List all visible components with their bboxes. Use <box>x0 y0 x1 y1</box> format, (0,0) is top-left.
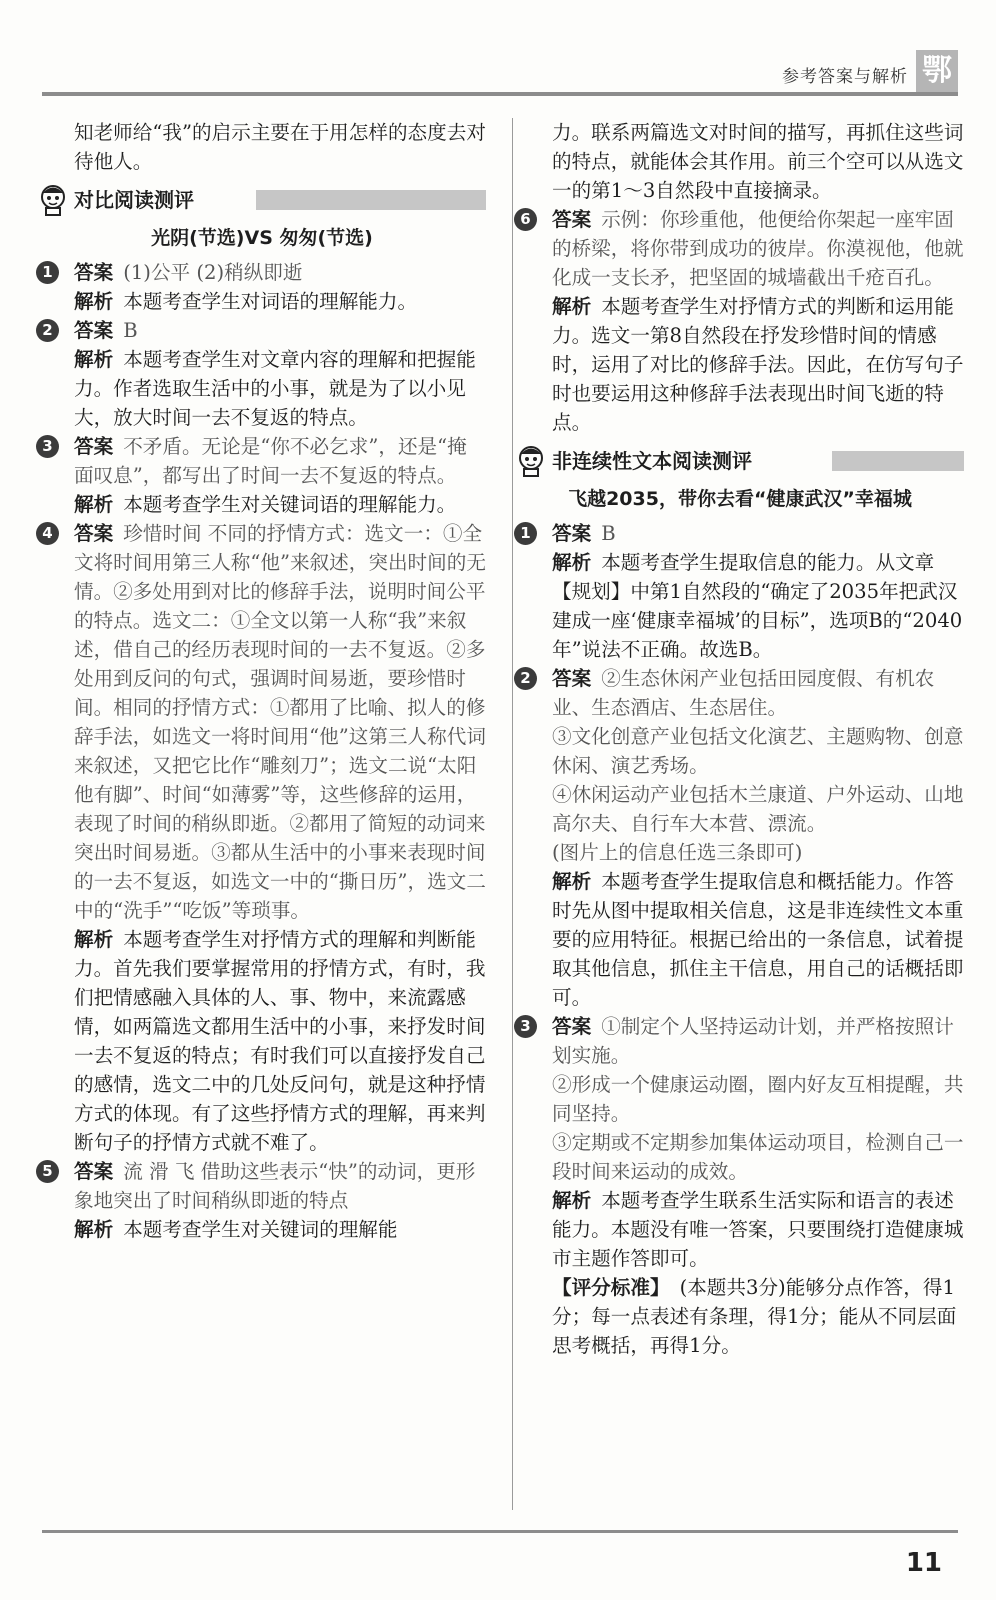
column-divider <box>512 118 513 1510</box>
answer-item <box>520 205 964 437</box>
section-bar <box>256 190 486 210</box>
analysis-text: 本题考查学生提取信息和概括能力。作答时先从图中提取相关信息，这是非连续性文本重要的应用特征。根据已给出的一条信息，试着提取其他信息，抓住主干信息，用自己的话概括即可。 <box>552 870 964 1009</box>
analysis-label: 解析 <box>552 870 592 893</box>
analysis-text: 本题考查学生对文章内容的理解和把握能力。作者选取生活中的小事，就是为了以小见大，放大时间一去不复返的特点。 <box>74 348 476 429</box>
right-column <box>520 118 964 1360</box>
analysis-text: 本题考查学生对词语的理解能力。 <box>123 290 418 313</box>
header-rule <box>42 92 958 96</box>
section-heading-compare <box>38 182 486 220</box>
analysis-label: 解析 <box>74 928 114 951</box>
answer-label: 答案 <box>552 667 592 690</box>
answer-label: 答案 <box>552 1015 592 1038</box>
answer-label: 答案 <box>74 319 114 342</box>
section-bar <box>832 451 964 471</box>
answer-text: ①制定个人坚持运动计划，并严格按照计划实施。 <box>552 1015 954 1067</box>
item-number: 1 <box>36 261 59 284</box>
passage-title: 飞越2035，带你去看“健康武汉”幸福城 <box>568 488 912 510</box>
analysis-label: 解析 <box>552 551 592 574</box>
answer-note: (图片上的信息任选三条即可) <box>552 841 803 864</box>
answer-item <box>42 258 486 316</box>
answer-label: 答案 <box>74 1160 114 1183</box>
province-badge: 鄂 <box>916 50 958 92</box>
analysis-text: 本题考查学生对抒情方式的判断和运用能力。选文一第8自然段在抒发珍惜时间的情感时，运用了对比的修辞手法。因此，在仿写句子时也要运用这种修辞手法表现出时间飞逝的特点。 <box>552 295 964 434</box>
section-title: 非连续性文本阅读测评 <box>552 449 752 473</box>
answer-text: 流 滑 飞 借助这些表示“快”的动词，更形象地突出了时间稍纵即逝的特点 <box>74 1160 476 1212</box>
analysis-label: 解析 <box>552 295 592 318</box>
answer-text: 不矛盾。无论是“你不必乞求”，还是“掩面叹息”，都写出了时间一去不复返的特点。 <box>74 435 467 487</box>
analysis-label: 解析 <box>74 1218 114 1241</box>
item-number: 1 <box>514 522 537 545</box>
answer-text: B <box>123 319 138 342</box>
analysis-label: 解析 <box>74 493 114 516</box>
analysis-text: 本题考查学生对抒情方式的理解和判断能力。首先我们要掌握常用的抒情方式，有时，我们把情感融入具体的人、事、物中，来流露感情，如两篇选文都用生活中的小事，来抒发时间一去不复返的特点；有时我们可以直接抒发自己的感情，选文二中的几处反问句，就是这种抒情方式的体现。有了这些抒情方式的理解，再来判断句子的抒情方式就不难了。 <box>74 928 486 1154</box>
answer-line: ③定期或不定期参加集体运动项目，检测自己一段时间来运动的成效。 <box>552 1131 964 1183</box>
continued-text: 力。联系两篇选文对时间的描写，再抓住这些词的特点，就能体会其作用。前三个空可以从选文一的第1～3自然段中直接摘录。 <box>552 121 964 202</box>
footer-rule <box>42 1530 958 1533</box>
answer-label: 答案 <box>552 208 592 231</box>
scoring-label: 【评分标准】 <box>552 1276 670 1299</box>
section-title: 对比阅读测评 <box>74 188 194 212</box>
answer-label: 答案 <box>74 435 114 458</box>
item-number: 6 <box>514 208 537 231</box>
answer-text: 珍惜时间 不同的抒情方式：选文一：①全文将时间用第三人称“他”来叙述，突出时间的无情。②多处用到对比的修辞手法，说明时间公平的特点。选文二：①全文以第一人称“我”来叙述，借自己的经历表现时间的一去不复返。②多处用到反问的句式，强调时间易逝，要珍惜时间。相同的抒情方式：①都用了比喻、拟人的修辞手法，如选文一将时间用“他”这第三人称代词来叙述，又把它比作“雕刻刀”；选文二说“太阳他有脚”、时间“如薄雾”等，这些修辞的运用，表现了时间的稍纵即逝。②都用了简短的动词来突出时间易逝。③都从生活中的小事来表现时间的一去不复返，如选文一中的“撕日历”，选文二中的“洗手”“吃饭”等琐事。 <box>74 522 486 922</box>
analysis-text: 本题考查学生对关键词的理解能 <box>123 1218 398 1241</box>
passage-title: 光阴(节选)VS 匆匆(节选) <box>151 227 373 249</box>
page-number: 11 <box>905 1548 942 1578</box>
mascot-icon <box>516 445 546 477</box>
item-number: 4 <box>36 522 59 545</box>
answer-text: (1)公平 (2)稍纵即逝 <box>123 261 303 284</box>
answer-line: ②形成一个健康运动圈，圈内好友互相提醒，共同坚持。 <box>552 1073 964 1125</box>
analysis-label: 解析 <box>74 290 114 313</box>
left-column <box>42 118 486 1244</box>
answer-label: 答案 <box>552 522 592 545</box>
running-title: 参考答案与解析 <box>782 67 908 87</box>
scoring-text: (本题共3分)能够分点作答，得1分；每一点表述有条理，得1分；能从不同层面思考概括，再得1分。 <box>552 1276 957 1357</box>
answer-item <box>42 432 486 519</box>
answer-label: 答案 <box>74 522 114 545</box>
answer-text: B <box>601 522 616 545</box>
analysis-text: 本题考查学生对关键词语的理解能力。 <box>123 493 457 516</box>
page-header <box>0 0 996 96</box>
answer-line: ③文化创意产业包括文化演艺、主题购物、创意休闲、演艺秀场。 <box>552 725 964 777</box>
answer-line: ④休闲运动产业包括木兰康道、户外运动、山地高尔夫、自行车大本营、漂流。 <box>552 783 964 835</box>
answer-text: 示例：你珍重他，他便给你架起一座牢固的桥梁，将你带到成功的彼岸。你漠视他，他就化成一支长矛，把坚固的城墙截出千疮百孔。 <box>552 208 964 289</box>
intro-text: 知老师给“我”的启示主要在于用怎样的态度去对待他人。 <box>74 121 486 173</box>
analysis-text: 本题考查学生联系生活实际和语言的表述能力。本题没有唯一答案，只要围绕打造健康城市主题作答即可。 <box>552 1189 964 1270</box>
answer-item <box>42 316 486 432</box>
answer-text: ②生态休闲产业包括田园度假、有机农业、生态酒店、生态居住。 <box>552 667 935 719</box>
answer-item <box>42 519 486 1157</box>
analysis-text: 本题考查学生提取信息的能力。从文章【规划】中第1自然段的“确定了2035年把武汉建成一座‘健康幸福城’的目标”，选项B的“2040年”说法不正确。故选B。 <box>552 551 963 661</box>
answer-label: 答案 <box>74 261 114 284</box>
analysis-label: 解析 <box>74 348 114 371</box>
item-number: 3 <box>514 1015 537 1038</box>
answer-item <box>42 1157 486 1244</box>
item-number: 5 <box>36 1160 59 1183</box>
section-heading-noncontinuous <box>516 443 964 481</box>
answer-item <box>520 664 964 1012</box>
mascot-icon <box>38 184 68 216</box>
item-number: 2 <box>514 667 537 690</box>
item-number: 2 <box>36 319 59 342</box>
item-number: 3 <box>36 435 59 458</box>
analysis-label: 解析 <box>552 1189 592 1212</box>
answer-item <box>520 519 964 664</box>
answer-item <box>520 1012 964 1360</box>
